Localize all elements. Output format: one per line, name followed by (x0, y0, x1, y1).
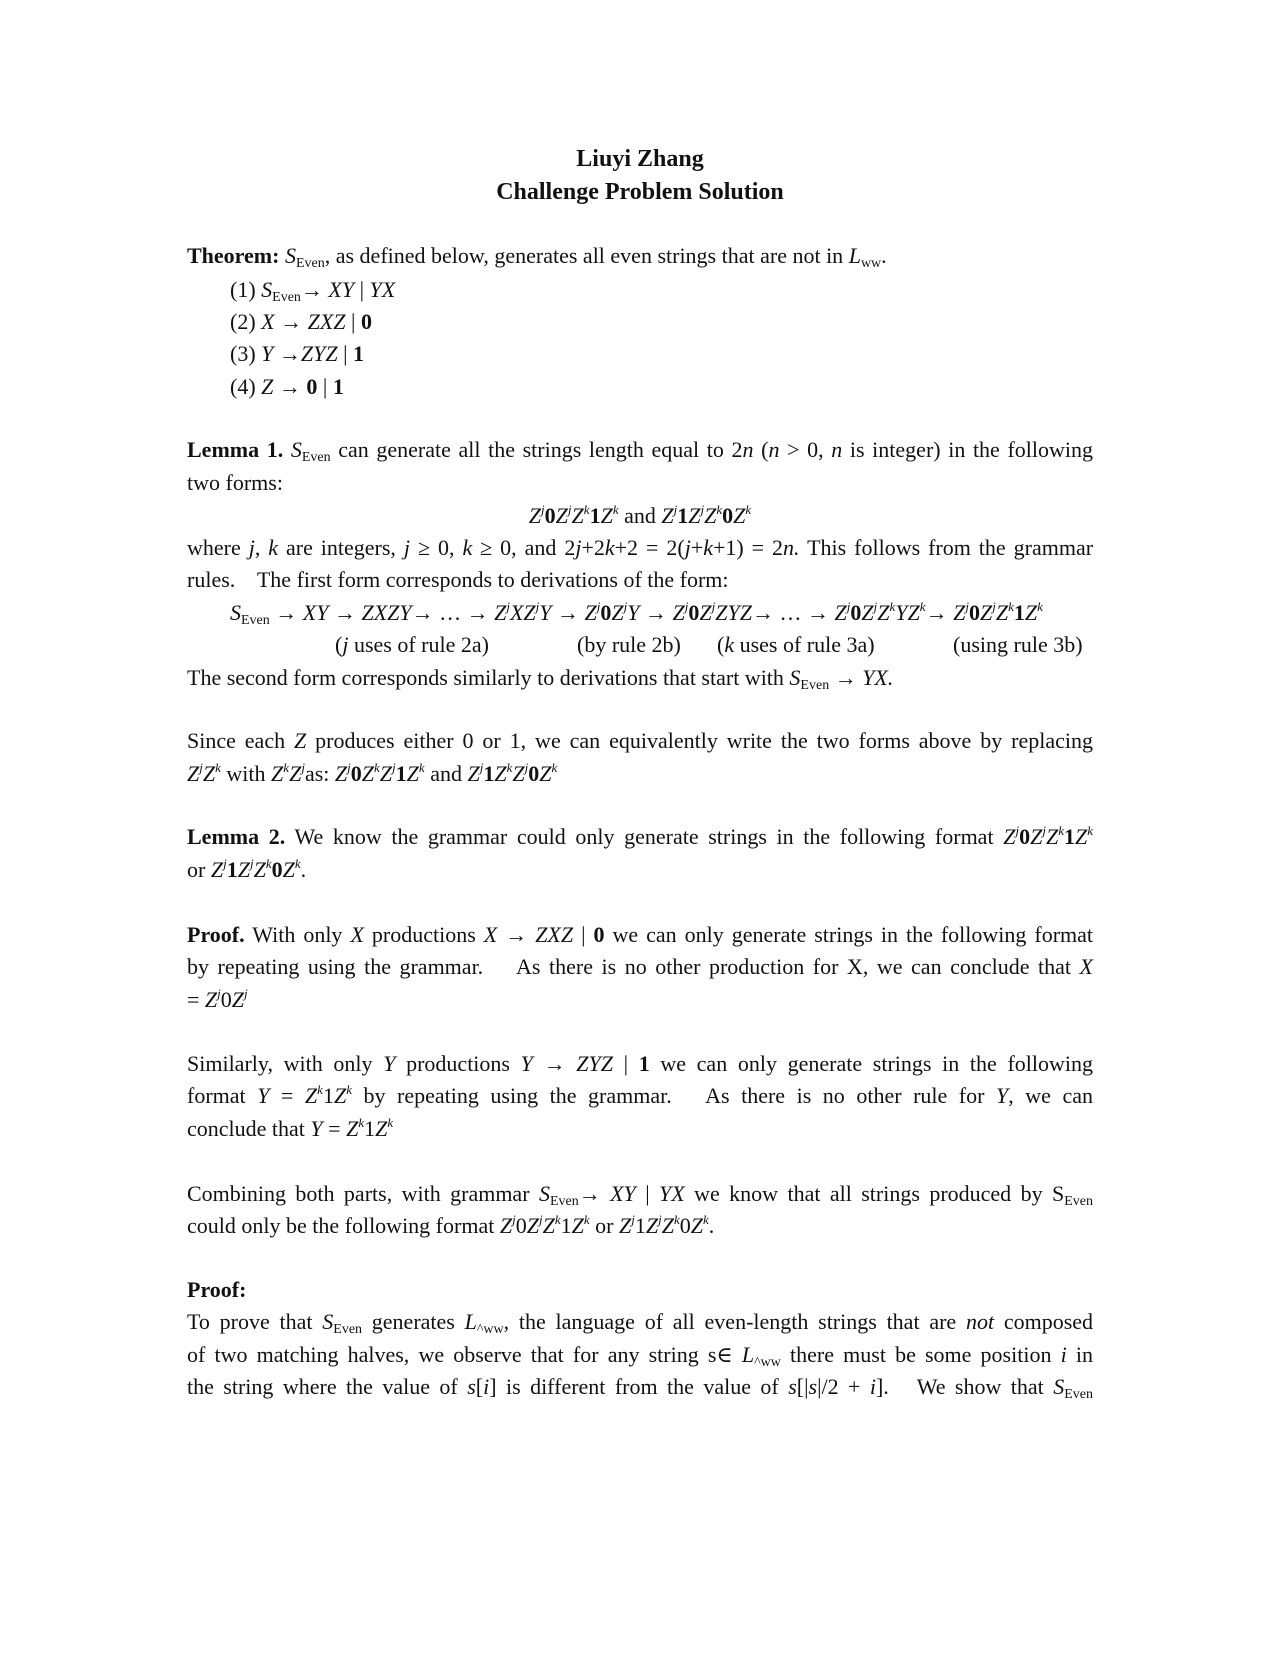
lemma1-line2: two forms: (187, 470, 283, 495)
lemma2-line2: or $Z^j1Z^jZ^k0Z^k$. (187, 856, 307, 882)
lemma2-label: Lemma 2. (187, 824, 286, 849)
caption-rule-2b: (by rule 2b) (577, 632, 681, 657)
caption-rule-2a: (j uses of rule 2a) (335, 632, 489, 657)
grammar-rule-4: (4) Z → 0 | 1 (230, 374, 344, 399)
lemma1-line5: The second form corresponds similarly to derivations that start with $S_{Even}$ → YX. (187, 665, 894, 693)
proof2-label: Proof: (187, 1277, 247, 1302)
similarly-line1: Similarly, with only Y productions Y → ZYZ | 1 we can only generate strings in the following (187, 1051, 1094, 1076)
since-line2: $Z^jZ^k$ with $Z^kZ^jas$: $Z^j0Z^kZ^j1Z^k$ and $Z^j1Z^kZ^j0Z^k$ (187, 760, 558, 786)
proof2-line3: the string where the value of s[i] is different from the value of s[|s|/2 + i]. We show that $S_{Even}$ (187, 1374, 1093, 1402)
lemma1-label: Lemma 1. (187, 437, 284, 462)
lemma1-line4: rules. The first form corresponds to derivations of the form: (187, 567, 729, 592)
grammar-rule-3: (3) Y →ZYZ | 1 (230, 341, 365, 366)
proof1-line1: Proof. With only X productions X → ZXZ | 0 we can only generate strings in the following format (187, 922, 1094, 947)
grammar-rule-2: (2) X → ZXZ | 0 (230, 309, 372, 334)
theorem-statement: Theorem: $S_{Even}$, as defined below, generates all even strings that are not in $L_{ww}$. (187, 243, 887, 271)
since-line1: Since each Z produces either 0 or 1, we can equivalently write the two forms above by replacing (187, 728, 1093, 753)
proof1-label: Proof. (187, 922, 245, 947)
author-name: Liuyi Zhang (576, 146, 704, 172)
lemma1-line3: where j, k are integers, j ≥ 0, k ≥ 0, and 2j+2k+2 = 2(j+k+1) = 2n. This follows from the grammar (187, 535, 1094, 560)
combining-line1: Combining both parts, with grammar $S_{Even}\to$ XY | YX we know that all strings produced by $S_{Even}$ (187, 1181, 1093, 1209)
combining-line2: could only be the following format $Z^j0Z^jZ^k1Z^k$ or $Z^j1Z^jZ^k0Z^k$. (187, 1212, 715, 1238)
derivation-chain: $S_{Even}$ → XY → ZXZY→ … → $Z^jXZ^jY \to Z^j0Z^jY \to Z^j0Z^jZYZ\to$ … → $Z^j0Z^jZ^kYZ^k\to Z^j0Z^jZ^k1Z^k$ (230, 599, 1043, 628)
proof1-line3: = $Z^j0Z^j$ (187, 986, 248, 1012)
document-title: Challenge Problem Solution (496, 179, 784, 205)
proof2-line1: To prove that $S_{Even}$ generates $L_{\^{}ww}$, the language of all even-length strings that are not composed (187, 1309, 1094, 1337)
grammar-rule-1: (1) $S_{Even}\to$ XY | YX (230, 277, 396, 305)
lemma2-line1: Lemma 2. We know the grammar could only generate strings in the following format $Z^j0Z^jZ^k1Z^k$ (187, 823, 1093, 849)
lemma1-line1: Lemma 1. $S_{Even}$ can generate all the strings length equal to 2n (n > 0, n is integer) in the following (187, 437, 1093, 465)
proof1-line2: by repeating using the grammar. As there is no other production for X, we can conclude that X (187, 954, 1093, 979)
caption-rule-3b: (using rule 3b) (953, 632, 1083, 657)
caption-rule-3a: (k uses of rule 3a) (717, 632, 875, 657)
lemma1-forms: $Z^j0Z^jZ^k1Z^k$ and $Z^j1Z^jZ^k0Z^k$ (528, 502, 752, 528)
similarly-line2: format $Y = Z^k1Z^k$ by repeating using the grammar. As there is no other rule for Y, we can (187, 1082, 1093, 1108)
proof2-line2: of two matching halves, we observe that for any string s∈ $L_{\^{}ww}$ there must be some position i in (187, 1342, 1093, 1370)
similarly-line3: conclude that $Y = Z^k1Z^k$ (187, 1115, 394, 1141)
theorem-label: Theorem: (187, 243, 280, 268)
